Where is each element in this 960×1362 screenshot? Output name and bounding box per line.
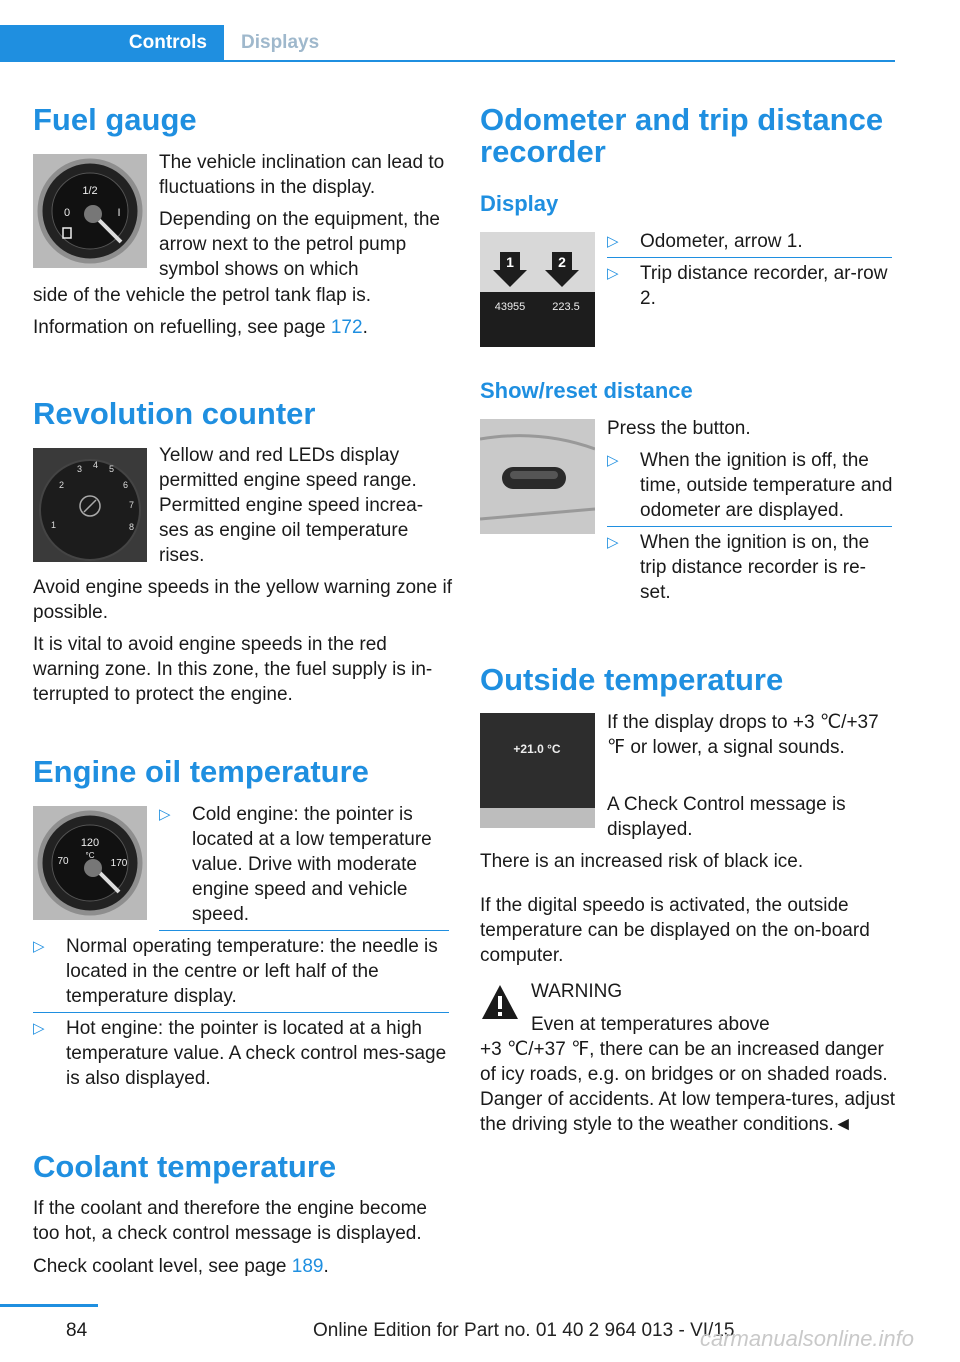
svg-text:5: 5: [109, 464, 115, 474]
warning-paragraph-2: +3 ℃/+37 ℉, there can be an increased danger of icy roads, e.g. on bridges or on shaded roads. Danger of accidents. At low tempera‐tures, adjust the driving style to the weather conditions.◄: [480, 1039, 896, 1135]
outside-temperature-heading: Outside temperature: [480, 662, 784, 697]
bullet-marker-icon: ▷: [607, 452, 619, 469]
svg-text:I: I: [117, 207, 121, 219]
warning-paragraph-1: Even at temperatures above: [531, 1014, 770, 1035]
bullet-marker-icon: ▷: [159, 806, 171, 823]
page-number: 84: [66, 1320, 88, 1341]
page-link-189[interactable]: 189: [291, 1256, 324, 1277]
tab-controls[interactable]: Controls: [0, 25, 224, 61]
reset-paragraph-1: Press the button.: [607, 418, 751, 439]
engine-oil-temperature-heading: Engine oil temperature: [33, 754, 369, 789]
outside-temp-paragraph-2: A Check Control message is displayed.: [607, 794, 846, 840]
reset-bullet-2: ▷ When the ignition is on, the trip distance recorder is re‐set.: [607, 532, 870, 603]
svg-text:1: 1: [506, 254, 514, 270]
coolant-paragraph-1: If the coolant and therefore the engine become too hot, a check control message is displayed.: [33, 1198, 427, 1244]
fuel-gauge-refuel-info: Information on refuelling, see page 172.: [33, 317, 368, 338]
display-subheading: Display: [480, 191, 559, 216]
warning-triangle-icon: [480, 983, 520, 1021]
bullet-divider: [159, 930, 449, 931]
bullet-marker-icon: ▷: [607, 233, 619, 250]
edition-footer: Online Edition for Part no. 01 40 2 964 013 - VI/15: [313, 1320, 735, 1341]
svg-text:43955: 43955: [494, 301, 526, 313]
coolant-temperature-heading: Coolant temperature: [33, 1149, 337, 1184]
outside-temp-paragraph-4: If the digital speedo is activated, the outside temperature can be displayed on the on-board computer.: [480, 895, 870, 966]
fuel-gauge-paragraph-1: The vehicle inclination can lead to fluctuations in the display.: [159, 152, 445, 198]
engine-oil-bullet-3: ▷ Hot engine: the pointer is located at a high temperature value. A check control mes‐sage is also displayed.: [33, 1018, 447, 1089]
bullet-marker-icon: ▷: [607, 265, 619, 282]
svg-text:1/2: 1/2: [82, 185, 98, 197]
coolant-paragraph-2: Check coolant level, see page 189.: [33, 1256, 329, 1277]
reset-button-image: [480, 419, 595, 534]
revolution-counter-paragraph-1: Yellow and red LEDs display permitted engine speed range. Permitted engine speed increa‐ses as engine oil temperature rises.: [159, 445, 424, 566]
odometer-display-graphic: [480, 232, 595, 347]
revolution-counter-paragraph-3: It is vital to avoid engine speeds in the red warning zone. In this zone, the fuel supply is in‐terrupted to protect the engine.: [33, 634, 433, 705]
bullet-marker-icon: ▷: [33, 1020, 45, 1037]
svg-text:120: 120: [80, 837, 100, 849]
revolution-counter-dial-graphic: [33, 448, 147, 562]
tab-displays[interactable]: Displays: [241, 32, 320, 53]
svg-text:170: 170: [110, 858, 128, 869]
odometer-heading: Odometer and trip distance recorder: [480, 102, 884, 169]
reset-bullet-1: ▷ When the ignition is off, the time, outside temperature and odometer are displayed.: [607, 450, 893, 521]
svg-text:2: 2: [558, 254, 566, 270]
svg-text:2: 2: [59, 480, 65, 490]
revolution-counter-paragraph-2: Avoid engine speeds in the yellow warning zone if possible.: [33, 577, 452, 623]
bullet-divider: [33, 1012, 449, 1013]
outside-temperature-graphic: [480, 713, 595, 828]
svg-text:0: 0: [63, 207, 71, 219]
outside-temp-paragraph-3: There is an increased risk of black ice.: [480, 851, 804, 872]
fuel-gauge-image: [33, 154, 147, 268]
svg-text:223.5: 223.5: [552, 301, 580, 313]
svg-text:70: 70: [57, 856, 69, 867]
header-divider: [0, 60, 895, 62]
outside-temp-paragraph-1: If the display drops to +3 ℃/+37 ℉ or lower, a signal sounds.: [607, 712, 879, 758]
svg-text:1: 1: [51, 520, 57, 530]
svg-text:8: 8: [129, 522, 135, 532]
odometer-display-image: [480, 232, 595, 347]
show-reset-distance-heading: Show/reset distance: [480, 378, 693, 403]
fuel-gauge-paragraph-2b: side of the vehicle the petrol tank flap is.: [33, 285, 371, 306]
revolution-counter-heading: Revolution counter: [33, 396, 316, 431]
engine-oil-gauge-image: [33, 806, 147, 920]
svg-text:°C: °C: [85, 851, 95, 860]
engine-oil-dial-graphic: [33, 806, 147, 920]
bullet-marker-icon: ▷: [33, 938, 45, 955]
odometer-bullet-1: ▷ Odometer, arrow 1.: [607, 231, 803, 252]
fuel-gauge-dial-graphic: [33, 154, 147, 268]
odometer-bullet-2: ▷ Trip distance recorder, ar‐row 2.: [607, 263, 888, 309]
svg-text:7: 7: [129, 500, 135, 510]
footer-divider: [0, 1304, 98, 1307]
fuel-gauge-paragraph-2a: Depending on the equipment, the arrow next to the petrol pump symbol shows on which: [159, 209, 440, 280]
warning-label: WARNING: [531, 981, 623, 1002]
page-link-172[interactable]: 172: [330, 317, 363, 338]
reset-button-graphic: [480, 419, 595, 534]
bullet-divider: [607, 257, 892, 258]
watermark: carmanualsonline.info: [700, 1326, 915, 1351]
revolution-counter-image: [33, 448, 147, 562]
bullet-divider: [607, 526, 892, 527]
svg-text:6: 6: [123, 480, 129, 490]
bullet-marker-icon: ▷: [607, 534, 619, 551]
svg-text:4: 4: [93, 460, 99, 470]
fuel-gauge-heading: Fuel gauge: [33, 102, 197, 137]
engine-oil-bullet-1: ▷ Cold engine: the pointer is located at a low temperature value. Drive with moderate engine speed and vehicle speed.: [159, 804, 432, 925]
svg-text:3: 3: [77, 464, 83, 474]
outside-temperature-image: [480, 713, 595, 828]
svg-text:+21.0 °C: +21.0 °C: [513, 742, 561, 756]
engine-oil-bullet-2: ▷ Normal operating temperature: the needle is located in the centre or left half of the temperature display.: [33, 936, 438, 1007]
